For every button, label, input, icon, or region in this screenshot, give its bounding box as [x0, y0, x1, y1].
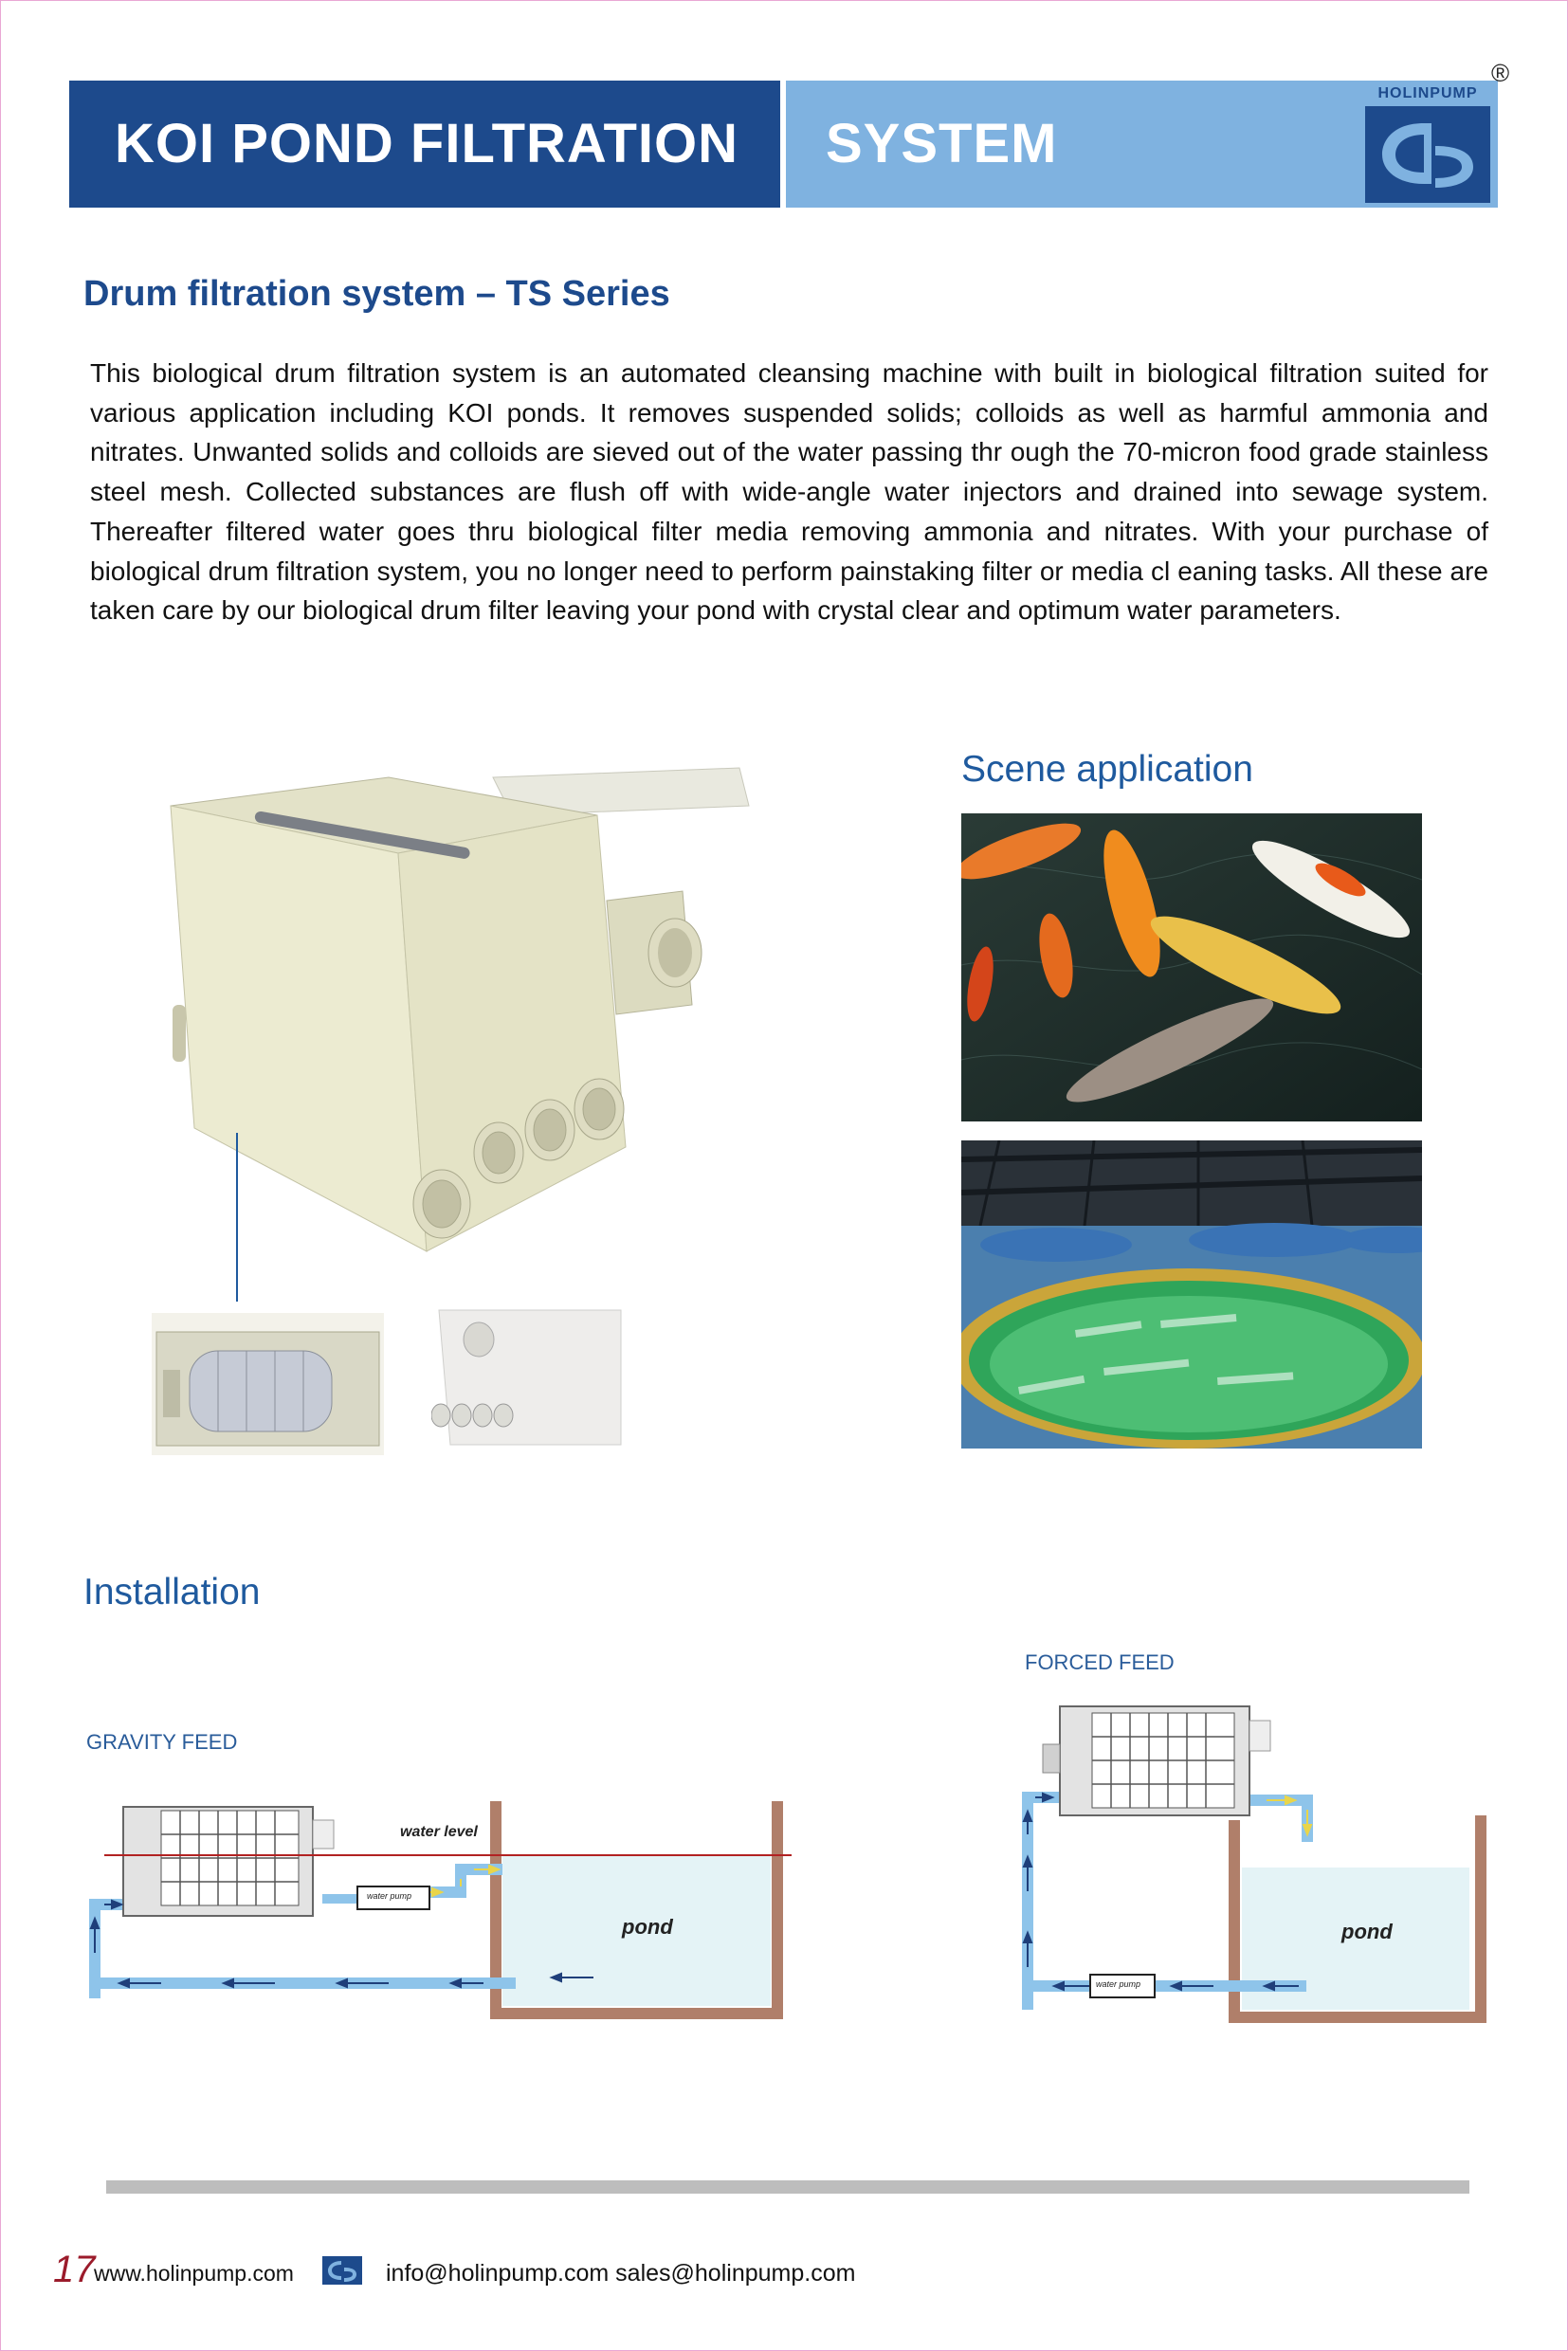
- gravity-pond-label: pond: [622, 1915, 673, 1939]
- forced-pump-label: water pump: [1096, 1979, 1141, 1989]
- koi-photo: [961, 813, 1422, 1121]
- gravity-pump-label: water pump: [367, 1891, 412, 1901]
- footer-website[interactable]: www.holinpump.com: [94, 2261, 294, 2286]
- forced-feed-label: FORCED FEED: [1025, 1650, 1175, 1674]
- logo-brand-text: HOLINPUMP: [1377, 85, 1478, 101]
- scene-heading: Scene application: [961, 749, 1253, 790]
- registered-mark: ®: [1491, 59, 1510, 87]
- header-title-right: SYSTEM: [826, 113, 1058, 174]
- product-description: This biological drum filtration system is an automated cleansing machine with built in biological filtration suited for various application including KOI ponds. It removes suspended solids; colloids as well as harmful ammonia and nitrates. Unwanted solids and colloids are sieved out of the water passing thr ough the 70-micron food grade stainless steel mesh. Collected substances are flush off with wide-angle water injectors and drained into sewage system. Thereafter filtered water goes thru biological filter media removing ammonia and nitrates. With your purchase of biological drum filtration system, you no longer need to perform painstaking filter or media cl eaning tasks. All these are taken care by our biological drum filter leaving your pond with crystal clear and optimum water parameters.: [90, 358, 1488, 626]
- drum-interior-image: [152, 1313, 384, 1455]
- filter-box-image: [431, 1306, 626, 1449]
- product-heading: Drum filtration system – TS Series: [83, 274, 670, 314]
- holinpump-logo: [1365, 85, 1490, 203]
- header-title-left: KOI POND FILTRATION: [115, 113, 739, 174]
- forced-feed-diagram: [1014, 1702, 1488, 2029]
- page-number: 17: [53, 2249, 96, 2290]
- tanks-photo: [961, 1140, 1422, 1449]
- detail-connector-line: [236, 1133, 238, 1302]
- installation-heading: Installation: [83, 1572, 261, 1613]
- forced-pond-label: pond: [1341, 1920, 1393, 1943]
- gravity-feed-label: GRAVITY FEED: [86, 1730, 238, 1754]
- header-banner-left: [69, 81, 780, 208]
- footer-logo-icon: [322, 2249, 362, 2285]
- drum-filter-image: [152, 758, 758, 1270]
- footer-divider: [106, 2180, 1469, 2194]
- footer-emails[interactable]: info@holinpump.com sales@holinpump.com: [386, 2260, 856, 2287]
- gravity-feed-diagram: [85, 1792, 806, 2029]
- water-level-label: water level: [400, 1824, 478, 1840]
